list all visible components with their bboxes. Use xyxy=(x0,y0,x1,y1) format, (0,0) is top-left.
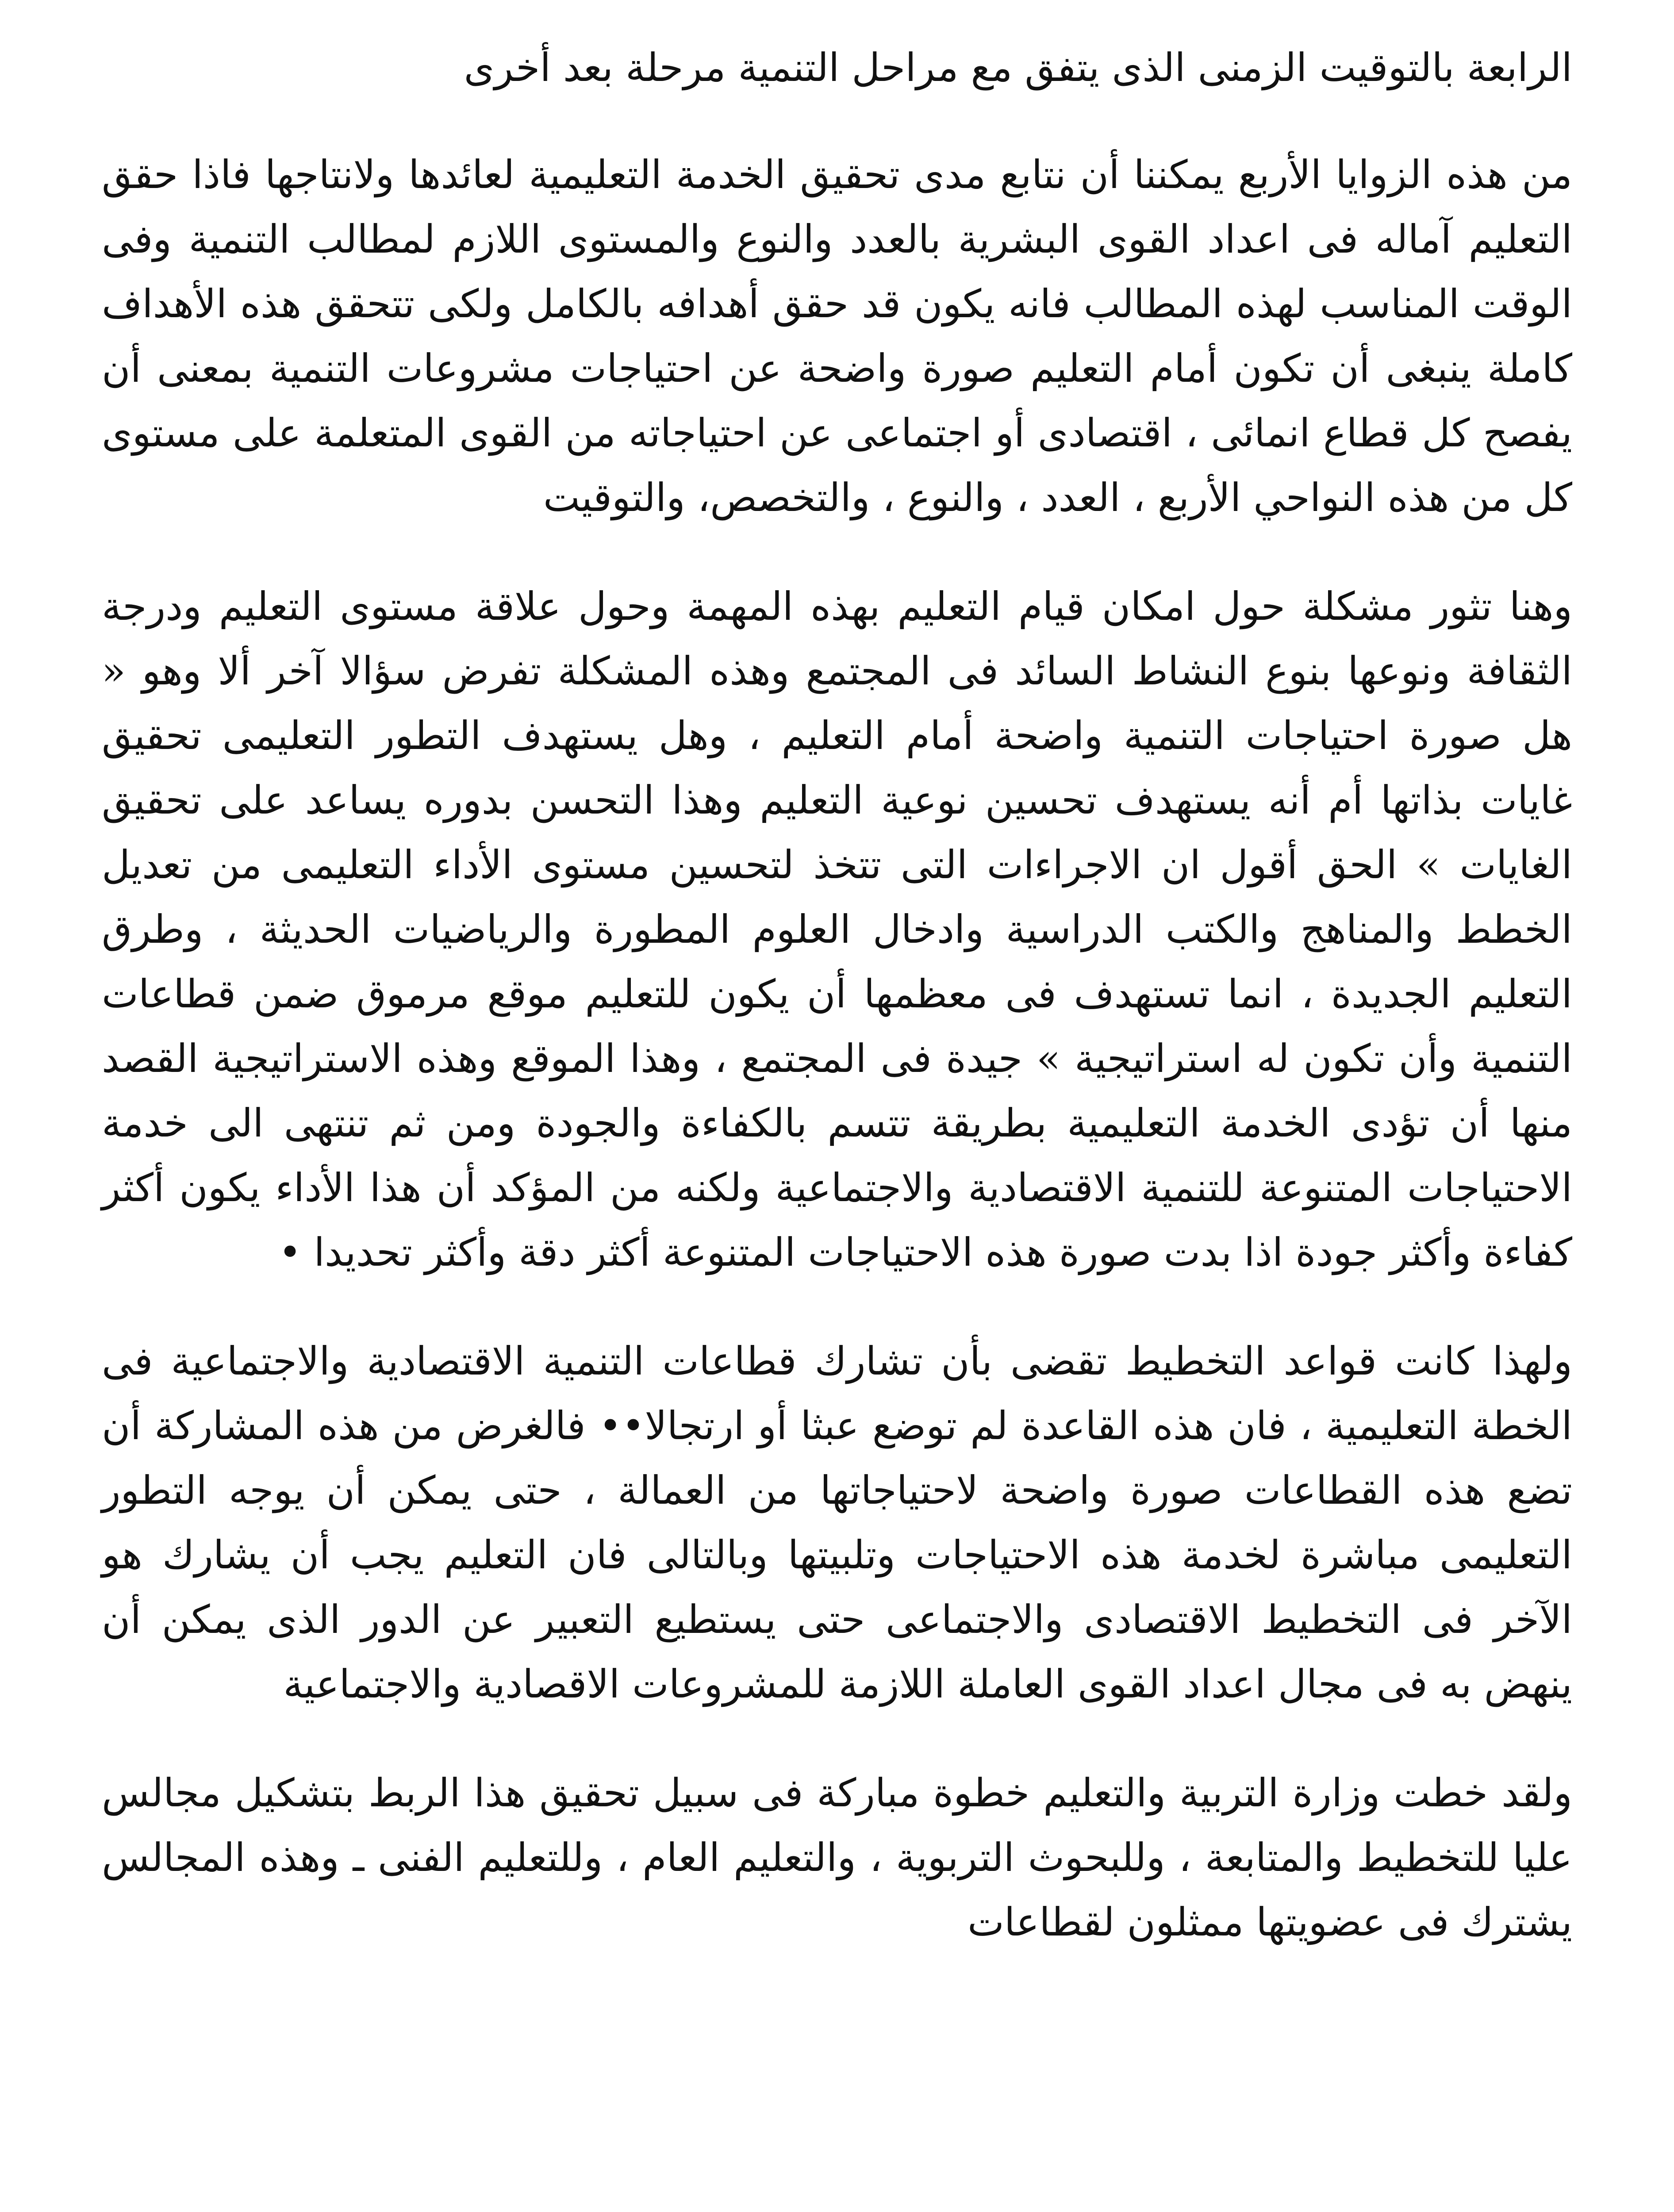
body-text xyxy=(102,35,1572,1955)
paragraph-4: ولهذا كانت قواعد التخطيط تقضى بأن تشارك قطاعات التنمية الاقتصادية والاجتماعية فى الخطة التعليمية ، فان هذه القاعدة لم توضع عبثا أو ارتجالا•• فالغرض من هذه المشاركة أن تضع هذه القطاعات صورة واضحة لاحتياجاتها من العمالة ، حتى يمكن أن يوجه التطور التعليمى مباشرة لخدمة هذه الاحتياجات وتلبيتها وبالتالى فان التعليم يجب أن يشارك هو الآخر فى التخطيط الاقتصادى والاجتماعى حتى يستطيع التعبير عن الدور الذى يمكن أن ينهض به فى مجال اعداد القوى العاملة اللازمة للمشروعات الاقصادية والاجتماعية xyxy=(102,1338,1572,1707)
paragraph-3: وهنا تثور مشكلة حول امكان قيام التعليم بهذه المهمة وحول علاقة مستوى التعليم ودرجة الثقافة ونوعها بنوع النشاط السائد فى المجتمع وهذه المشكلة تفرض سؤالا آخر ألا وهو « هل صورة احتياجات التنمية واضحة أمام التعليم ، وهل يستهدف التطور التعليمى تحقيق غايات بذاتها أم أنه يستهدف تحسين نوعية التعليم وهذا التحسن بدوره يساعد على تحقيق الغايات » الحق أقول ان الاجراءات التى تتخذ لتحسين مستوى الأداء التعليمى من تعديل الخطط والمناهج والكتب الدراسية وادخال العلوم المطورة والرياضيات الحديثة ، وطرق التعليم الجديدة ، انما تستهدف فى معظمها أن يكون للتعليم موقع مرموق ضمن قطاعات التنمية وأن تكون له استراتيجية » جيدة فى المجتمع ، وهذا الموقع وهذه الاستراتيجية القصد منها أن تؤدى الخدمة التعليمية بطريقة تتسم بالكفاءة والجودة ومن ثم تنتهى الى خدمة الاحتياجات المتنوعة للتنمية الاقتصادية والاجتماعية ولكنه من المؤكد أن هذا الأداء يكون أكثر كفاءة وأكثر جودة اذا بدت صورة هذه الاحتياجات المتنوعة أكثر دقة وأكثر تحديدا • xyxy=(102,584,1572,1275)
paragraph-1: الرابعة بالتوقيت الزمنى الذى يتفق مع مراحل التنمية مرحلة بعد أخرى xyxy=(464,45,1572,90)
paragraph-2: من هذه الزوايا الأربع يمكننا أن نتابع مدى تحقيق الخدمة التعليمية لعائدها ولانتاجها فاذا حقق التعليم آماله فى اعداد القوى البشرية بالعدد والنوع والمستوى اللازم لمطالب التنمية وفى الوقت المناسب لهذه المطالب فانه يكون قد حقق أهدافه بالكامل ولكى تتحقق هذه الأهداف كاملة ينبغى أن تكون أمام التعليم صورة واضحة عن احتياجات مشروعات التنمية بمعنى أن يفصح كل قطاع انمائى ، اقتصادى أو اجتماعى عن احتياجاته من القوى المتعلمة على مستوى كل من هذه النواحي الأربع ، العدد ، والنوع ، والتخصص، والتوقيت xyxy=(102,152,1573,520)
paragraph-5: ولقد خطت وزارة التربية والتعليم خطوة مباركة فى سبيل تحقيق هذا الربط بتشكيل مجالس عليا للتخطيط والمتابعة ، وللبحوث التربوية ، والتعليم العام ، وللتعليم الفنى ـ وهذه المجالس يشترك فى عضويتها ممثلون لقطاعات xyxy=(102,1770,1572,1945)
